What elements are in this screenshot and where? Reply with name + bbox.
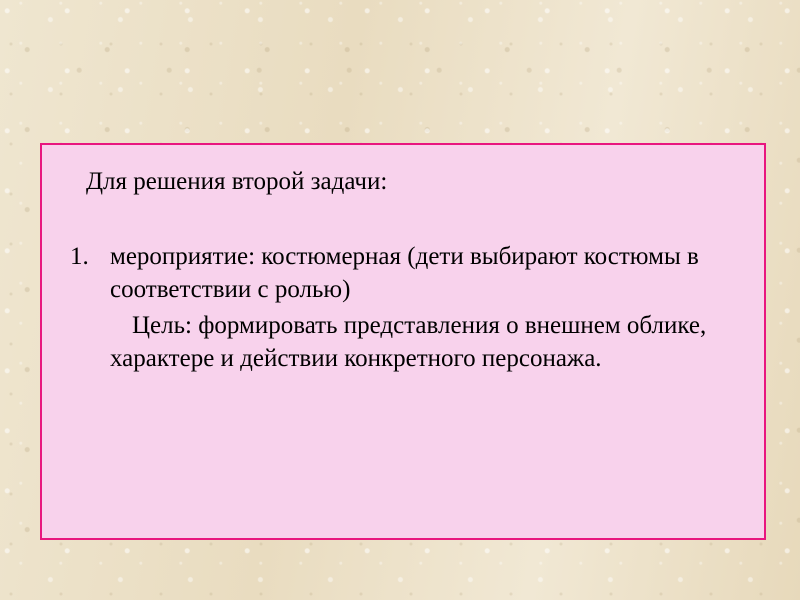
list-item	[42, 241, 764, 306]
page-title: Для решения второй задачи:	[86, 168, 388, 195]
list-item-number: 1.	[70, 243, 89, 270]
list-item-goal: Цель: формировать представления о внешнем облике, характере и действии конкретного персонажа.	[110, 312, 707, 372]
list-item-text: мероприятие: костюмерная (дети выбирают костюмы в соответствии с ролью)	[110, 243, 699, 303]
content-box	[40, 143, 766, 540]
item-list	[42, 241, 764, 306]
